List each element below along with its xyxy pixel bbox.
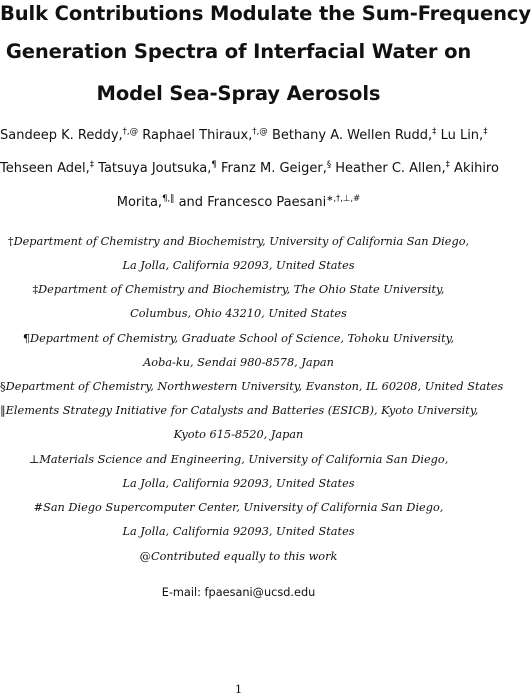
page-number: 1: [234, 682, 243, 696]
affiliation-mark: #: [33, 501, 44, 514]
author-mark: ∗,†,⊥,#: [326, 194, 361, 204]
affiliation-kyoto-line-1: ‖Elements Strategy Initiative for Catalysts and Batteries (ESICB), Kyoto University,: [0, 404, 479, 417]
corresponding-email: [0, 586, 477, 599]
author-joutsuka: Tatsuya Joutsuka,: [98, 161, 212, 176]
author-thiraux: Raphael Thiraux,: [142, 128, 253, 143]
author-conjunction: and: [178, 195, 204, 210]
affiliation-tohoku-line-1: ¶Department of Chemistry, Graduate School of Science, Tohoku University,: [22, 332, 455, 345]
affiliation-ucsd-chem-line-2: La Jolla, California 92093, United States: [122, 259, 355, 272]
author-paesani: Francesco Paesani: [207, 195, 327, 210]
author-mark: ‡: [432, 127, 437, 137]
author-mark: †,@: [122, 127, 139, 137]
affiliation-kyoto-line-2: Kyoto 615-8520, Japan: [173, 428, 304, 441]
author-wellen-rudd: Bethany A. Wellen Rudd,: [271, 128, 433, 143]
affiliation-osu-line-2: Columbus, Ohio 43210, United States: [130, 307, 347, 320]
affiliation-northwestern: §Department of Chemistry, Northwestern University, Evanston, IL 60208, United States: [0, 380, 504, 393]
author-mark: †,@: [252, 127, 268, 137]
author-morita-first: Akihiro: [454, 161, 499, 176]
affiliation-tohoku-line-2: Aoba-ku, Sendai 980-8578, Japan: [143, 356, 334, 369]
author-line-2: [0, 160, 499, 176]
affiliation-mark: ‖: [0, 404, 6, 417]
author-mark: ‡: [445, 160, 450, 170]
email-label: E-mail:: [161, 586, 201, 599]
author-lin: Lu Lin,: [440, 128, 484, 143]
affiliation-equal-contribution: @Contributed equally to this work: [139, 550, 338, 563]
email-address[interactable]: fpaesani@ucsd.edu: [204, 586, 316, 599]
title-line-1: Bulk Contributions Modulate the Sum-Frequency: [0, 2, 531, 25]
author-line-1: [0, 127, 488, 143]
affiliation-mark: ⊥: [28, 453, 40, 466]
title-line-2: Generation Spectra of Interfacial Water on: [5, 40, 472, 63]
author-mark: ¶,‖: [162, 194, 175, 204]
author-mark: ¶: [211, 160, 217, 170]
author-mark: ‡: [89, 160, 95, 170]
author-adel: Tehseen Adel,: [0, 161, 90, 176]
affiliation-ucsd-mse-line-2: La Jolla, California 92093, United States: [122, 477, 355, 490]
affiliation-mark: ‡: [32, 283, 39, 296]
author-mark: §: [326, 160, 332, 170]
author-allen: Heather C. Allen,: [335, 161, 446, 176]
affiliation-ucsd-mse-line-1: ⊥Materials Science and Engineering, University of California San Diego,: [28, 453, 449, 466]
affiliation-sdsc-line-2: La Jolla, California 92093, United States: [122, 525, 355, 538]
affiliation-mark: ¶: [22, 332, 31, 345]
author-geiger: Franz M. Geiger,: [220, 161, 327, 176]
affiliation-mark: §: [0, 380, 6, 393]
author-reddy: Sandeep K. Reddy,: [0, 128, 123, 143]
affiliation-mark: †: [7, 235, 14, 248]
author-mark: ‡: [483, 127, 488, 137]
title-line-3: Model Sea-Spray Aerosols: [96, 82, 381, 105]
affiliation-mark: @: [139, 550, 151, 563]
author-morita-last: Morita,: [116, 195, 163, 210]
author-line-3: [0, 195, 477, 210]
affiliation-osu-line-1: ‡Department of Chemistry and Biochemistry, The Ohio State University,: [32, 283, 445, 296]
affiliation-ucsd-chem-line-1: †Department of Chemistry and Biochemistry, University of California San Diego,: [7, 235, 470, 248]
affiliation-sdsc-line-1: #San Diego Supercomputer Center, University of California San Diego,: [33, 501, 444, 514]
